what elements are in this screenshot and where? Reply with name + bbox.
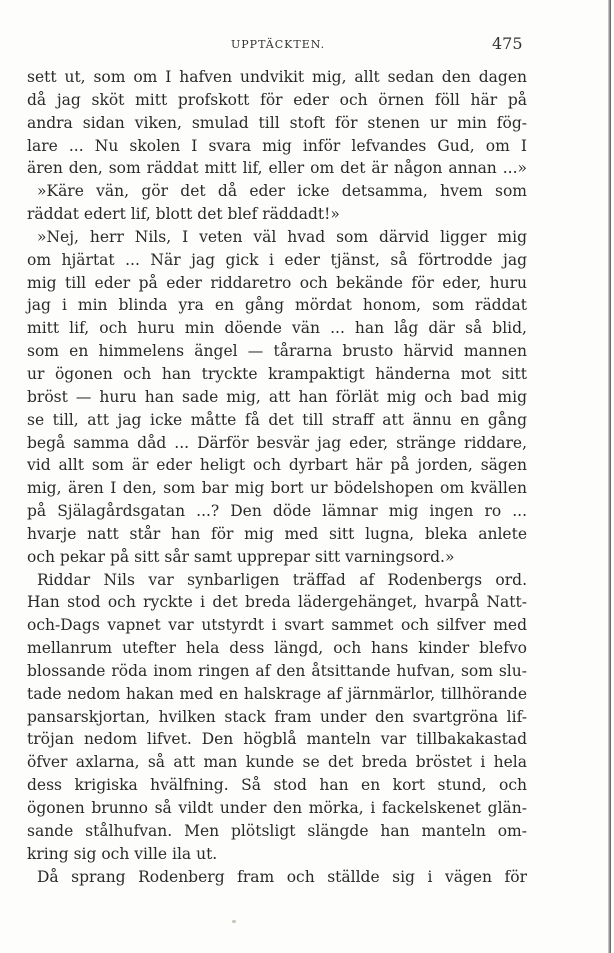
running-header <box>0 34 614 54</box>
text-line: räddat edert lif, blott det blef räddadt!» <box>27 205 340 224</box>
text-line: kring sig och ville ila ut. <box>27 844 218 863</box>
text-line: blossande röda inom ringen af den åtsittande hufvan, som slu- <box>27 661 527 680</box>
text-line: lare ... Nu skolen I svara mig inför lefvandes Gud, om I <box>27 136 527 155</box>
text-line: mitt lif, och huru min döende vän ... han låg där så blid, <box>27 319 527 338</box>
body-text <box>27 66 527 888</box>
text-line: som en himmelens ängel — tårarna brusto härvid mannen <box>27 342 527 361</box>
text-line: jag i min blinda yra en gång mördat honom, som räddat <box>27 296 527 315</box>
text-line: ären den, som räddat mitt lif, eller om det är någon annan ...» <box>27 159 527 178</box>
text-line: pansarskjortan, hvilken stack fram under den svartgröna lif- <box>27 707 527 726</box>
text-line: bröst — huru han sade mig, att han förlät mig och bad mig <box>27 387 527 406</box>
text-line: vid allt som är eder heligt och dyrbart här på jorden, sägen <box>27 456 527 475</box>
text-line: sett ut, som om I hafven undvikit mig, allt sedan den dagen <box>27 68 527 86</box>
page-number: 475 <box>492 34 523 53</box>
text-line: öfver axlarna, så att man kunde se det breda bröstet i hela <box>27 753 527 772</box>
paper-speck <box>232 920 236 923</box>
text-line: »Käre vän, gör det då eder icke detsamma, hvem som <box>37 182 527 201</box>
text-line: om hjärtat ... När jag gick i eder tjänst, så förtrodde jag <box>27 250 527 269</box>
text-line: Riddar Nils var synbarligen träffad af Rodenbergs ord. <box>37 570 527 589</box>
text-line: mellanrum utefter hela dess längd, och hans kinder blefvo <box>27 639 527 658</box>
text-line: begå samma dåd ... Därför besvär jag eder, stränge riddare, <box>27 433 527 452</box>
text-line: andra sidan viken, smulad till stoft för stenen ur min fög- <box>27 113 527 132</box>
text-line: sande stålhufvan. Men plötsligt slängde han manteln om- <box>27 821 527 840</box>
text-line: då jag sköt mitt profskott för eder och örnen föll här på <box>27 90 527 109</box>
text-line: »Nej, herr Nils, I veten väl hvad som därvid ligger mig <box>37 227 527 246</box>
text-line: tröjan nedom lifvet. Den högblå manteln var tillbakakastad <box>27 730 527 749</box>
text-line: ur ögonen och han tryckte krampaktigt händerna mot sitt <box>27 364 527 383</box>
text-line: på Själagårdsgatan ...? Den döde lämnar mig ingen ro ... <box>27 502 527 521</box>
running-title: UPPTÄCKTEN. <box>231 38 326 51</box>
text-line: och-Dags vapnet var utstyrdt i svart sammet och silfver med <box>27 616 527 635</box>
text-line: ögonen brunno så vildt under den mörka, i fackelskenet glän- <box>27 799 527 817</box>
text-line: mig till eder på eder riddaretro och bekände för eder, huru <box>27 273 527 292</box>
text-line: hvarje natt står han för mig med sitt lugna, bleka anlete <box>27 524 527 543</box>
page-edge-shadow <box>608 0 611 953</box>
text-line: tade nedom hakan med en halskrage af järnmärlor, tillhörande <box>27 684 527 703</box>
text-line: se till, att jag icke måtte få det till straff att ännu en gång <box>27 410 527 429</box>
text-line: dess krigiska hvälfning. Så stod han en kort stund, och <box>27 776 527 795</box>
text-line: Han stod och ryckte i det breda lädergehänget, hvarpå Natt- <box>27 593 527 612</box>
text-line: och pekar på sitt sår samt upprepar sitt varningsord.» <box>27 547 455 566</box>
text-line: Då sprang Rodenberg fram och ställde sig i vägen för <box>37 867 527 886</box>
text-line: mig, ären I den, som bar mig bort ur bödelshopen om kvällen <box>27 479 527 498</box>
